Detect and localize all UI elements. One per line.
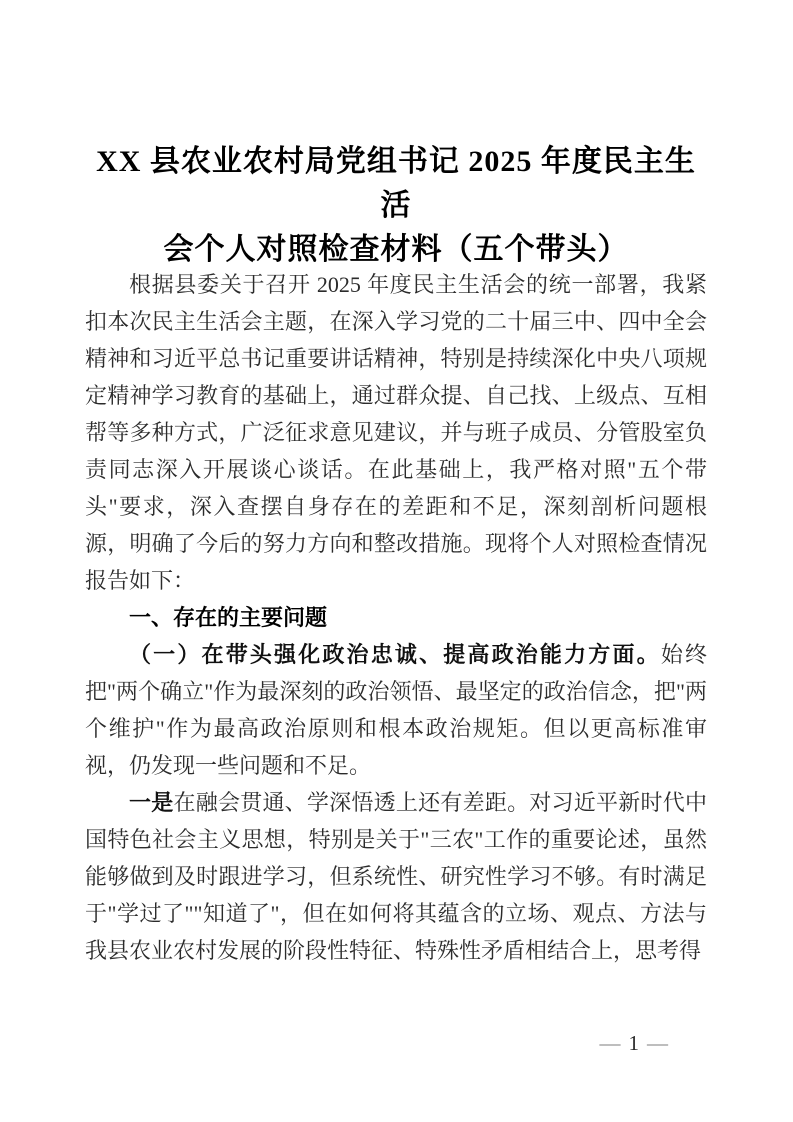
document-body bbox=[85, 266, 707, 969]
page-number: 1 bbox=[628, 1031, 639, 1055]
page-number-dash-left: — bbox=[599, 1031, 621, 1055]
page-number-dash-right: — bbox=[647, 1031, 668, 1055]
page-footer bbox=[85, 1030, 668, 1056]
paragraph: （一）在带头强化政治忠诚、提高政治能力方面。始终把"两个确立"作为最深刻的政治领悟、最坚定的政治信念，把"两个维护"作为最高政治原则和根本政治规矩。但以更高标准审视，仍发现一些问题和不足。 bbox=[85, 642, 707, 778]
paragraph: 一是在融会贯通、学深悟透上还有差距。对习近平新时代中国特色社会主义思想，特别是关于"三农"工作的重要论述，虽然能够做到及时跟进学习，但系统性、研究性学习不够。有时满足于"学过了""知道了"，但在如何将其蕴含的立场、观点、方法与我县农业农村发展的阶段性特征、特殊性矛盾相结合上，思考得 bbox=[85, 790, 707, 963]
document-title bbox=[85, 140, 707, 272]
paragraph-lead: （一）在带头强化政治忠诚、提高政治能力方面。 bbox=[129, 642, 661, 667]
paragraph: 根据县委关于召开 2025 年度民主生活会的统一部署，我紧扣本次民主生活会主题，在深入学习党的二十届三中、四中全会精神和习近平总书记重要讲话精神，特别是持续深化中央八项规定精神学习教育的基础上，通过群众提、自己找、上级点、互相帮等多种方式，广泛征求意见建议，并与班子成员、分管股室负责同志深入开展谈心谈话。在此基础上，我严格对照"五个带头"要求，深入查摆自身存在的差距和不足，深刻剖析问题根源，明确了今后的努力方向和整改措施。现将个人对照检查情况报告如下： bbox=[85, 272, 707, 593]
section-heading: 一、存在的主要问题 bbox=[129, 605, 328, 630]
paragraph-lead: 一是 bbox=[129, 790, 174, 815]
title-line-1: XX 县农业农村局党组书记 2025 年度民主生活 bbox=[96, 145, 696, 222]
title-line-2: 会个人对照检查材料（五个带头） bbox=[163, 233, 629, 266]
